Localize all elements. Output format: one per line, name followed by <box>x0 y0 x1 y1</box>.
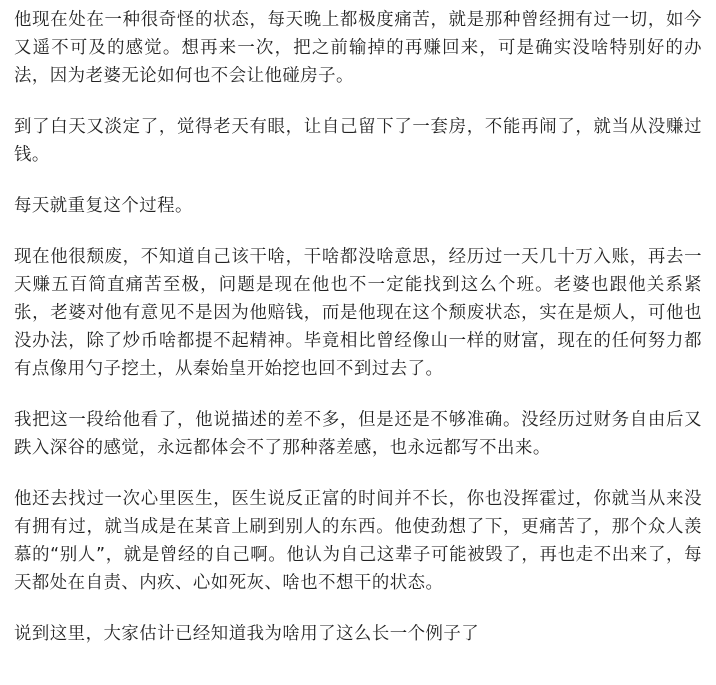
paragraph: 每天就重复这个过程。 <box>14 196 193 216</box>
paragraph: 他还去找过一次心里医生，医生说反正富的时间并不长，你也没挥霍过，你就当从来没有拥有过，就当成是在某音上刷到别人的东西。他使劲想了下，更痛苦了，那个众人羡慕的“别人”，就是曾经的自己啊。他认为自己这辈子可能被毁了，再也走不出来了，每天都处在自责、内疚、心如死灰、啥也不想干的状态。 <box>14 489 702 593</box>
paragraph: 到了白天又淡定了，觉得老天有眼，让自己留下了一套房，不能再闹了，就当从没赚过钱。 <box>14 117 702 165</box>
paragraph: 我把这一段给他看了，他说描述的差不多，但是还是不够准确。没经历过财务自由后又跌入深谷的感觉，永远都体会不了那种落差感，也永远都写不出来。 <box>14 410 702 458</box>
paragraph: 说到这里，大家估计已经知道我为啥用了这么长一个例子了 <box>14 624 480 644</box>
paragraph: 他现在处在一种很奇怪的状态，每天晚上都极度痛苦，就是那种曾经拥有过一切，如今又遥不可及的感觉。想再来一次，把之前输掉的再赚回来，可是确实没啥特别好的办法，因为老婆无论如何也不会让他碰房子。 <box>14 10 702 86</box>
paragraph: 现在他很颓废，不知道自己该干啥，干啥都没啥意思，经历过一天几十万入账，再去一天赚五百简直痛苦至极，问题是现在他也不一定能找到这么个班。老婆也跟他关系紧张，老婆对他有意见不是因为他赔钱，而是他现在这个颓废状态，实在是烦人，可他也没办法，除了炒币啥都提不起精神。毕竟相比曾经像山一样的财富，现在的任何努力都有点像用勺子挖土，从秦始皇开始挖也回不到过去了。 <box>14 247 702 379</box>
